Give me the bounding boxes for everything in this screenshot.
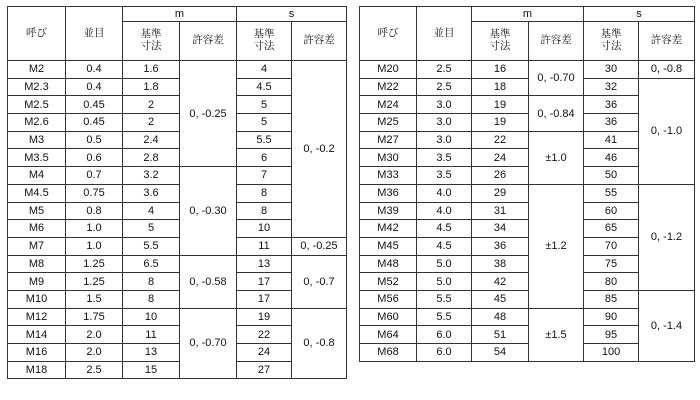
size-cell: M20 bbox=[360, 61, 417, 79]
s-basic-cell: 24 bbox=[237, 344, 292, 362]
pitch-cell: 0.5 bbox=[66, 131, 123, 149]
s-basic-cell: 32 bbox=[584, 78, 639, 96]
header-s: s bbox=[237, 7, 347, 22]
spec-table-left-body bbox=[8, 61, 347, 379]
pitch-cell: 2.5 bbox=[417, 61, 472, 79]
size-cell: M2.3 bbox=[8, 78, 66, 96]
m-basic-cell: 5 bbox=[123, 220, 180, 238]
s-tolerance-cell: 0, -0.7 bbox=[292, 255, 347, 308]
table-row bbox=[360, 290, 695, 308]
m-basic-cell: 10 bbox=[123, 308, 180, 326]
size-cell: M39 bbox=[360, 202, 417, 220]
m-basic-cell: 51 bbox=[472, 326, 529, 344]
m-tolerance-cell: ±1.5 bbox=[529, 308, 584, 361]
size-cell: M10 bbox=[8, 290, 66, 308]
size-cell: M12 bbox=[8, 308, 66, 326]
spec-table-left bbox=[7, 6, 347, 379]
s-basic-cell: 75 bbox=[584, 255, 639, 273]
header-size: 呼び bbox=[8, 7, 66, 61]
s-tolerance-cell: 0, -1.2 bbox=[639, 184, 695, 290]
pitch-cell: 0.4 bbox=[66, 61, 123, 79]
m-tolerance-cell: ±1.0 bbox=[529, 131, 584, 184]
s-tolerance-cell: 0, -0.2 bbox=[292, 61, 347, 238]
size-cell: M2.5 bbox=[8, 96, 66, 114]
pitch-cell: 0.6 bbox=[66, 149, 123, 167]
s-basic-cell: 36 bbox=[584, 96, 639, 114]
m-basic-cell: 2.8 bbox=[123, 149, 180, 167]
pitch-cell: 2.5 bbox=[66, 361, 123, 379]
size-cell: M36 bbox=[360, 184, 417, 202]
m-basic-cell: 19 bbox=[472, 96, 529, 114]
s-basic-cell: 50 bbox=[584, 167, 639, 185]
s-basic-cell: 4 bbox=[237, 61, 292, 79]
size-cell: M45 bbox=[360, 237, 417, 255]
pitch-cell: 1.75 bbox=[66, 308, 123, 326]
size-cell: M33 bbox=[360, 167, 417, 185]
m-basic-cell: 1.6 bbox=[123, 61, 180, 79]
pitch-cell: 0.4 bbox=[66, 78, 123, 96]
header-s: s bbox=[584, 7, 695, 22]
table-row bbox=[8, 255, 347, 273]
pitch-cell: 4.5 bbox=[417, 220, 472, 238]
m-basic-cell: 3.2 bbox=[123, 167, 180, 185]
s-basic-cell: 46 bbox=[584, 149, 639, 167]
header-m-tolerance: 許容差 bbox=[180, 22, 237, 61]
m-basic-cell: 18 bbox=[472, 78, 529, 96]
table-row bbox=[360, 78, 695, 96]
header-s-basic: 基準 寸法 bbox=[584, 22, 639, 61]
pitch-cell: 1.0 bbox=[66, 220, 123, 238]
size-cell: M3 bbox=[8, 131, 66, 149]
header-m-basic: 基準 寸法 bbox=[472, 22, 529, 61]
size-cell: M64 bbox=[360, 326, 417, 344]
m-basic-cell: 22 bbox=[472, 131, 529, 149]
m-basic-cell: 45 bbox=[472, 290, 529, 308]
s-tolerance-cell: 0, -0.25 bbox=[292, 237, 347, 255]
size-cell: M68 bbox=[360, 344, 417, 362]
size-cell: M24 bbox=[360, 96, 417, 114]
s-basic-cell: 8 bbox=[237, 202, 292, 220]
m-basic-cell: 1.8 bbox=[123, 78, 180, 96]
s-basic-cell: 19 bbox=[237, 308, 292, 326]
m-tolerance-cell: 0, -0.30 bbox=[180, 167, 237, 255]
m-tolerance-cell: 0, -0.58 bbox=[180, 255, 237, 308]
pitch-cell: 4.5 bbox=[417, 237, 472, 255]
size-cell: M9 bbox=[8, 273, 66, 291]
pitch-cell: 6.0 bbox=[417, 344, 472, 362]
pitch-cell: 3.0 bbox=[417, 114, 472, 132]
pitch-cell: 3.5 bbox=[417, 167, 472, 185]
s-basic-cell: 6 bbox=[237, 149, 292, 167]
pitch-cell: 0.45 bbox=[66, 96, 123, 114]
size-cell: M52 bbox=[360, 273, 417, 291]
table-row bbox=[8, 308, 347, 326]
pitch-cell: 1.0 bbox=[66, 237, 123, 255]
pitch-cell: 5.0 bbox=[417, 273, 472, 291]
pitch-cell: 2.0 bbox=[66, 344, 123, 362]
pitch-cell: 1.25 bbox=[66, 255, 123, 273]
s-basic-cell: 4.5 bbox=[237, 78, 292, 96]
table-row bbox=[8, 237, 347, 255]
s-basic-cell: 36 bbox=[584, 114, 639, 132]
spec-table-right bbox=[359, 6, 695, 362]
size-cell: M16 bbox=[8, 344, 66, 362]
s-tolerance-cell: 0, -0.8 bbox=[292, 308, 347, 379]
m-basic-cell: 8 bbox=[123, 290, 180, 308]
pitch-cell: 5.5 bbox=[417, 308, 472, 326]
s-basic-cell: 7 bbox=[237, 167, 292, 185]
m-basic-cell: 29 bbox=[472, 184, 529, 202]
s-basic-cell: 5.5 bbox=[237, 131, 292, 149]
m-basic-cell: 2.4 bbox=[123, 131, 180, 149]
s-basic-cell: 10 bbox=[237, 220, 292, 238]
m-basic-cell: 4 bbox=[123, 202, 180, 220]
header-pitch: 並目 bbox=[417, 7, 472, 61]
size-cell: M2 bbox=[8, 61, 66, 79]
m-tolerance-cell: 0, -0.70 bbox=[529, 61, 584, 96]
s-basic-cell: 8 bbox=[237, 184, 292, 202]
s-basic-cell: 17 bbox=[237, 273, 292, 291]
table-row bbox=[360, 184, 695, 202]
size-cell: M3.5 bbox=[8, 149, 66, 167]
header-m-basic: 基準 寸法 bbox=[123, 22, 180, 61]
m-basic-cell: 8 bbox=[123, 273, 180, 291]
header-s-tolerance: 許容差 bbox=[639, 22, 695, 61]
m-basic-cell: 13 bbox=[123, 344, 180, 362]
size-cell: M4 bbox=[8, 167, 66, 185]
pitch-cell: 0.7 bbox=[66, 167, 123, 185]
s-tolerance-cell: 0, -1.0 bbox=[639, 78, 695, 184]
m-basic-cell: 42 bbox=[472, 273, 529, 291]
size-cell: M27 bbox=[360, 131, 417, 149]
m-basic-cell: 48 bbox=[472, 308, 529, 326]
header-s-basic: 基準 寸法 bbox=[237, 22, 292, 61]
s-basic-cell: 5 bbox=[237, 114, 292, 132]
s-basic-cell: 27 bbox=[237, 361, 292, 379]
pitch-cell: 3.0 bbox=[417, 131, 472, 149]
pitch-cell: 3.0 bbox=[417, 96, 472, 114]
header-pitch: 並目 bbox=[66, 7, 123, 61]
pitch-cell: 4.0 bbox=[417, 202, 472, 220]
pitch-cell: 2.5 bbox=[417, 78, 472, 96]
s-tolerance-cell: 0, -1.4 bbox=[639, 290, 695, 361]
size-cell: M48 bbox=[360, 255, 417, 273]
s-basic-cell: 55 bbox=[584, 184, 639, 202]
pitch-cell: 4.0 bbox=[417, 184, 472, 202]
m-tolerance-cell: 0, -0.25 bbox=[180, 61, 237, 167]
s-basic-cell: 85 bbox=[584, 290, 639, 308]
s-basic-cell: 90 bbox=[584, 308, 639, 326]
size-cell: M42 bbox=[360, 220, 417, 238]
size-cell: M8 bbox=[8, 255, 66, 273]
s-basic-cell: 30 bbox=[584, 61, 639, 79]
m-basic-cell: 6.5 bbox=[123, 255, 180, 273]
pitch-cell: 1.5 bbox=[66, 290, 123, 308]
s-basic-cell: 5 bbox=[237, 96, 292, 114]
size-cell: M56 bbox=[360, 290, 417, 308]
pitch-cell: 5.0 bbox=[417, 255, 472, 273]
pitch-cell: 5.5 bbox=[417, 290, 472, 308]
pitch-cell: 2.0 bbox=[66, 326, 123, 344]
pitch-cell: 1.25 bbox=[66, 273, 123, 291]
m-basic-cell: 34 bbox=[472, 220, 529, 238]
s-basic-cell: 22 bbox=[237, 326, 292, 344]
pitch-cell: 6.0 bbox=[417, 326, 472, 344]
m-basic-cell: 2 bbox=[123, 114, 180, 132]
pitch-cell: 0.45 bbox=[66, 114, 123, 132]
pitch-cell: 3.5 bbox=[417, 149, 472, 167]
size-cell: M60 bbox=[360, 308, 417, 326]
m-basic-cell: 24 bbox=[472, 149, 529, 167]
m-basic-cell: 36 bbox=[472, 237, 529, 255]
s-basic-cell: 60 bbox=[584, 202, 639, 220]
size-cell: M5 bbox=[8, 202, 66, 220]
s-basic-cell: 41 bbox=[584, 131, 639, 149]
s-basic-cell: 65 bbox=[584, 220, 639, 238]
pitch-cell: 0.75 bbox=[66, 184, 123, 202]
m-basic-cell: 3.6 bbox=[123, 184, 180, 202]
table-row bbox=[360, 61, 695, 79]
table-row bbox=[8, 61, 347, 79]
header-s-tolerance: 許容差 bbox=[292, 22, 347, 61]
m-basic-cell: 16 bbox=[472, 61, 529, 79]
s-basic-cell: 80 bbox=[584, 273, 639, 291]
header-m: m bbox=[123, 7, 237, 22]
m-tolerance-cell: ±1.2 bbox=[529, 184, 584, 308]
m-basic-cell: 5.5 bbox=[123, 237, 180, 255]
m-tolerance-cell: 0, -0.84 bbox=[529, 96, 584, 131]
spec-table-right-body bbox=[360, 61, 695, 362]
m-basic-cell: 15 bbox=[123, 361, 180, 379]
m-basic-cell: 2 bbox=[123, 96, 180, 114]
header-m-tolerance: 許容差 bbox=[529, 22, 584, 61]
s-basic-cell: 95 bbox=[584, 326, 639, 344]
size-cell: M22 bbox=[360, 78, 417, 96]
header-m: m bbox=[472, 7, 584, 22]
size-cell: M6 bbox=[8, 220, 66, 238]
header-size: 呼び bbox=[360, 7, 417, 61]
size-cell: M30 bbox=[360, 149, 417, 167]
s-basic-cell: 11 bbox=[237, 237, 292, 255]
s-basic-cell: 70 bbox=[584, 237, 639, 255]
size-cell: M4.5 bbox=[8, 184, 66, 202]
size-cell: M25 bbox=[360, 114, 417, 132]
m-basic-cell: 31 bbox=[472, 202, 529, 220]
size-cell: M18 bbox=[8, 361, 66, 379]
s-basic-cell: 17 bbox=[237, 290, 292, 308]
size-cell: M2.6 bbox=[8, 114, 66, 132]
size-cell: M14 bbox=[8, 326, 66, 344]
pitch-cell: 0.8 bbox=[66, 202, 123, 220]
s-basic-cell: 100 bbox=[584, 344, 639, 362]
m-basic-cell: 19 bbox=[472, 114, 529, 132]
m-basic-cell: 26 bbox=[472, 167, 529, 185]
size-cell: M7 bbox=[8, 237, 66, 255]
m-basic-cell: 38 bbox=[472, 255, 529, 273]
s-tolerance-cell: 0, -0.8 bbox=[639, 61, 695, 79]
m-basic-cell: 11 bbox=[123, 326, 180, 344]
m-tolerance-cell: 0, -0.70 bbox=[180, 308, 237, 379]
m-basic-cell: 54 bbox=[472, 344, 529, 362]
s-basic-cell: 13 bbox=[237, 255, 292, 273]
